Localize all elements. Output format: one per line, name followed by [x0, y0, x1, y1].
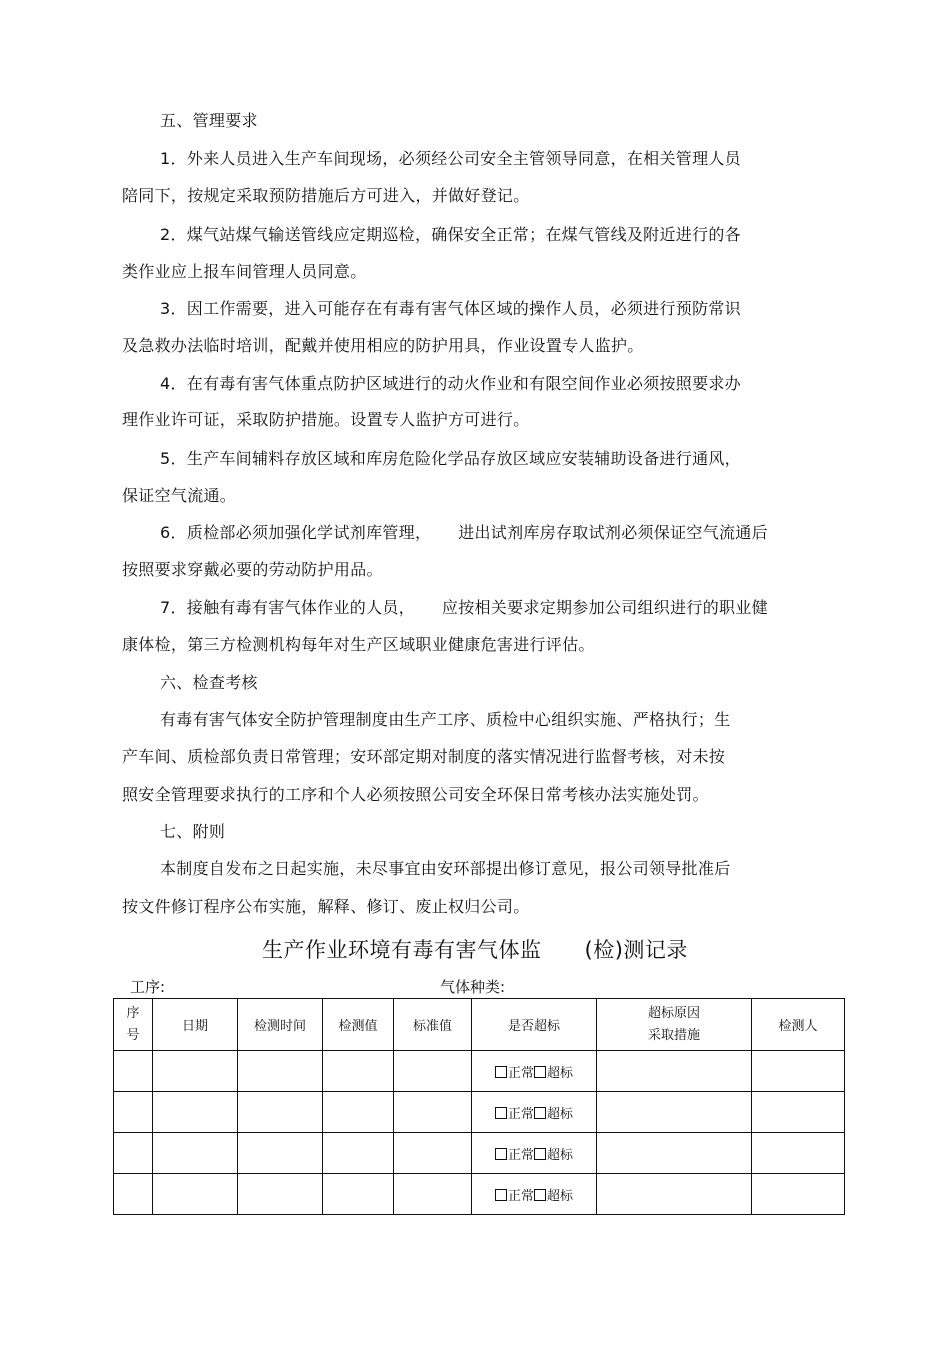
- paragraph-line: 陪同下，按规定采取预防措施后方可进入，并做好登记。: [122, 186, 530, 205]
- paragraph-line: 6．质检部必须加强化学试剂库管理， 进出试剂库房存取试剂必须保证空气流通后: [160, 523, 768, 542]
- cell-exceed: 正常 超标: [472, 1174, 597, 1215]
- paragraph-line: 产车间、质检部负责日常管理；安环部定期对制度的落实情况进行监督考核，对未按: [122, 747, 726, 766]
- cell-standard[interactable]: [394, 1133, 472, 1174]
- cell-date[interactable]: [153, 1133, 238, 1174]
- table-row: [114, 1051, 845, 1092]
- gas-type-label: 气体种类:: [440, 978, 506, 996]
- header-time: 检测时间: [238, 999, 323, 1051]
- cell-seq[interactable]: [114, 1092, 153, 1133]
- checkbox-exceed[interactable]: [534, 1148, 546, 1160]
- cell-value[interactable]: [323, 1174, 394, 1215]
- section-heading-supplementary: 七、附则: [160, 822, 226, 841]
- cell-exceed: 正常 超标: [472, 1092, 597, 1133]
- cell-date[interactable]: [153, 1092, 238, 1133]
- paragraph-line: 保证空气流通。: [122, 486, 237, 505]
- checkbox-normal[interactable]: [495, 1148, 507, 1160]
- cell-standard[interactable]: [394, 1092, 472, 1133]
- record-title: 生产作业环境有毒有害气体监 (检)测记录: [262, 938, 688, 962]
- header-value: 检测值: [323, 999, 394, 1051]
- checkbox-normal[interactable]: [495, 1189, 507, 1201]
- cell-value[interactable]: [323, 1092, 394, 1133]
- checkbox-normal[interactable]: [495, 1066, 507, 1078]
- paragraph-line: 按照要求穿戴必要的劳动防护用品。: [122, 560, 383, 579]
- section-heading-management: 五、管理要求: [160, 111, 258, 130]
- header-exceed: 是否超标: [472, 999, 597, 1051]
- paragraph-line: 理作业许可证，采取防护措施。设置专人监护方可进行。: [122, 410, 530, 429]
- checkbox-exceed[interactable]: [534, 1189, 546, 1201]
- gas-monitoring-record-table: [113, 998, 845, 1215]
- cell-seq[interactable]: [114, 1133, 153, 1174]
- cell-value[interactable]: [323, 1133, 394, 1174]
- paragraph-line: 类作业应上报车间管理人员同意。: [122, 262, 367, 281]
- cell-value[interactable]: [323, 1051, 394, 1092]
- header-reason: 超标原因 采取措施: [597, 999, 752, 1051]
- cell-seq[interactable]: [114, 1174, 153, 1215]
- cell-reason[interactable]: [597, 1092, 752, 1133]
- cell-inspector[interactable]: [752, 1092, 845, 1133]
- cell-inspector[interactable]: [752, 1174, 845, 1215]
- cell-reason[interactable]: [597, 1174, 752, 1215]
- header-date: 日期: [153, 999, 238, 1051]
- cell-exceed: 正常 超标: [472, 1051, 597, 1092]
- cell-date[interactable]: [153, 1051, 238, 1092]
- checkbox-normal[interactable]: [495, 1107, 507, 1119]
- header-standard: 标准值: [394, 999, 472, 1051]
- table-header-row: [114, 999, 845, 1051]
- header-seq: 序 号: [114, 999, 153, 1051]
- paragraph-line: 照安全管理要求执行的工序和个人必须按照公司安全环保日常考核办法实施处罚。: [122, 785, 709, 804]
- paragraph-line: 康体检，第三方检测机构每年对生产区域职业健康危害进行评估。: [122, 635, 595, 654]
- paragraph-line: 按文件修订程序公布实施，解释、修订、废止权归公司。: [122, 897, 530, 916]
- cell-reason[interactable]: [597, 1051, 752, 1092]
- table-row: [114, 1174, 845, 1215]
- cell-date[interactable]: [153, 1174, 238, 1215]
- section-heading-inspection: 六、检查考核: [160, 673, 258, 692]
- cell-inspector[interactable]: [752, 1133, 845, 1174]
- paragraph-line: 4．在有毒有害气体重点防护区域进行的动火作业和有限空间作业必须按照要求办: [160, 374, 741, 393]
- cell-inspector[interactable]: [752, 1051, 845, 1092]
- checkbox-exceed[interactable]: [534, 1066, 546, 1078]
- cell-time[interactable]: [238, 1051, 323, 1092]
- checkbox-exceed[interactable]: [534, 1107, 546, 1119]
- cell-standard[interactable]: [394, 1174, 472, 1215]
- paragraph-line: 本制度自发布之日起实施，未尽事宜由安环部提出修订意见，报公司领导批准后: [160, 859, 731, 878]
- cell-time[interactable]: [238, 1092, 323, 1133]
- cell-standard[interactable]: [394, 1051, 472, 1092]
- paragraph-line: 3．因工作需要，进入可能存在有毒有害气体区域的操作人员，必须进行预防常识: [160, 299, 741, 318]
- cell-exceed: 正常 超标: [472, 1133, 597, 1174]
- paragraph-line: 2．煤气站煤气输送管线应定期巡检，确保安全正常；在煤气管线及附近进行的各: [160, 225, 741, 244]
- paragraph-line: 1．外来人员进入生产车间现场，必须经公司安全主管领导同意，在相关管理人员: [160, 149, 741, 168]
- paragraph-line: 5．生产车间辅料存放区域和库房危险化学品存放区域应安装辅助设备进行通风，: [160, 449, 741, 468]
- header-inspector: 检测人: [752, 999, 845, 1051]
- paragraph-line: 有毒有害气体安全防护管理制度由生产工序、质检中心组织实施、严格执行；生: [160, 710, 731, 729]
- cell-time[interactable]: [238, 1174, 323, 1215]
- table-row: [114, 1133, 845, 1174]
- process-label: 工序:: [130, 978, 166, 996]
- cell-time[interactable]: [238, 1133, 323, 1174]
- paragraph-line: 7．接触有毒有害气体作业的人员， 应按相关要求定期参加公司组织进行的职业健: [160, 598, 768, 617]
- cell-reason[interactable]: [597, 1133, 752, 1174]
- cell-seq[interactable]: [114, 1051, 153, 1092]
- paragraph-line: 及急救办法临时培训，配戴并使用相应的防护用具，作业设置专人监护。: [122, 336, 644, 355]
- table-row: [114, 1092, 845, 1133]
